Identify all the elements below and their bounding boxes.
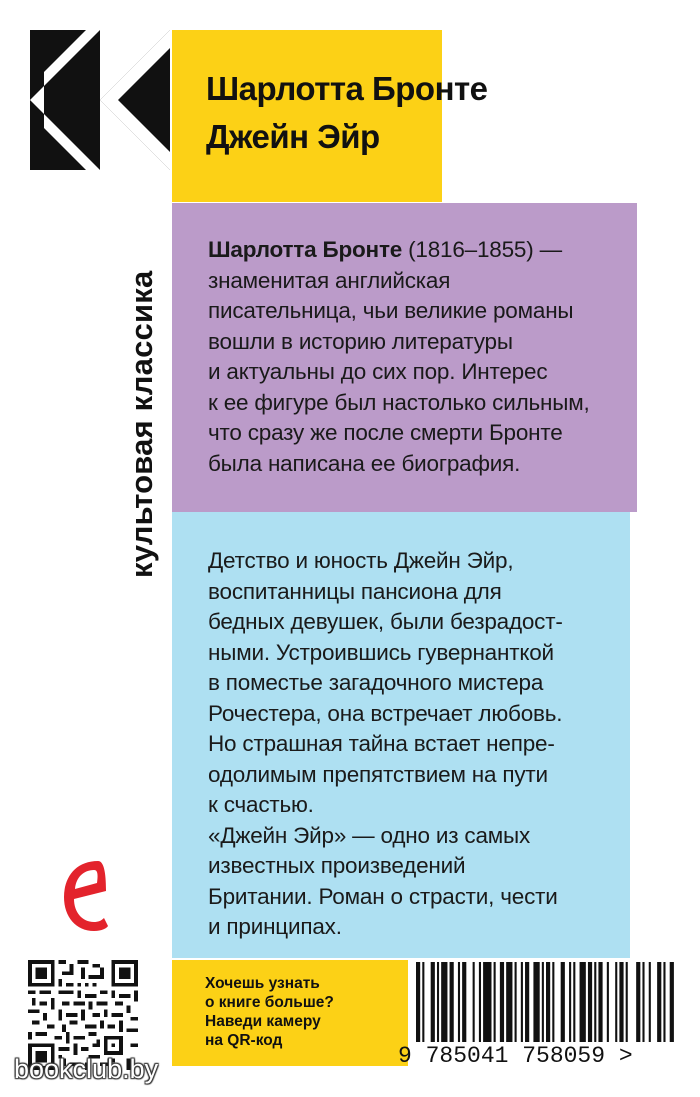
annotation-line: известных произведений [208,853,466,878]
annotation-text [208,546,563,943]
barcode-bar [552,962,554,1042]
barcode-bar [533,962,539,1042]
publisher-logo-icon [58,855,110,935]
barcode-bar [670,962,674,1042]
barcode-bar [642,962,644,1042]
annotation-line: Но страшная тайна встает непре- [208,731,555,756]
bio-line: что сразу же после смерти Бронте [208,420,563,445]
qr-prompt-block [172,960,408,1066]
barcode-bar [450,962,454,1042]
book-title: Джейн Эйр [206,118,380,155]
annotation-line: и принципах. [208,914,342,939]
annotation-line: одолимым препятствием на пути [208,761,548,787]
annotation-block [172,512,630,958]
bio-line: писательница, чьи великие романы [208,298,574,323]
annotation-line: воспитанницы пансиона для [208,578,502,604]
barcode-bar [431,962,435,1042]
barcode-bar [561,962,565,1042]
series-chevron-logo [30,30,170,170]
author-bio-text [208,235,590,479]
barcode-bar [500,962,504,1042]
qr-prompt-line: о книге больше? [205,994,334,1011]
barcode-bar [607,962,609,1042]
barcode-bar [615,962,617,1042]
bio-line-0 [208,235,590,266]
barcode-bar [473,962,475,1042]
barcode-bar [573,962,575,1042]
author-bio-block [172,203,637,512]
barcode-bar [636,962,640,1042]
barcode-bar [619,962,623,1042]
barcode-bar [515,962,517,1042]
author-name: Шарлотта Бронте [206,70,488,107]
barcode-bar [663,962,665,1042]
barcode-bar [588,962,592,1042]
bio-line: и актуальны до сих пор. Интерес [208,359,548,384]
barcode-bar [546,962,550,1042]
annotation-line: Детство и юность Джейн Эйр, [208,548,514,573]
watermark-text: bookclub.by [14,1054,159,1084]
barcode-bar [657,962,661,1042]
bio-line: была написана ее биография. [208,450,521,476]
annotation-line: бедных девушек, были безрадост- [208,609,563,634]
qr-prompt-line: на QR-код [205,1032,283,1049]
barcode-bar [626,962,628,1042]
barcode-bar [525,962,529,1042]
bio-line: вошли в историю литературы [208,328,513,354]
qr-prompt-line: Хочешь узнать [205,975,320,992]
annotation-line: в поместье загадочного мистера [208,670,544,695]
series-text: культовая классика [124,270,159,578]
barcode-bar [521,962,523,1042]
annotation-line: Рочестера, она встречает любовь. [208,700,563,726]
bio-author-name: Шарлотта Бронте [208,237,403,262]
qr-prompt-line: Наведи камеру [205,1013,321,1030]
barcode-bar [483,962,491,1042]
bio-line: к ее фигуре был настолько сильным, [208,389,590,415]
annotation-line: Британии. Роман о страсти, чести [208,883,558,909]
barcode-bar [479,962,481,1042]
barcode-bar [441,962,447,1042]
barcode-bar [437,962,439,1042]
barcode-bar [580,962,586,1042]
bio-line: знаменитая английская [208,267,451,293]
barcode-bar [598,962,602,1042]
barcode-bar [506,962,512,1042]
barcode-bar [542,962,544,1042]
bio-dates: (1816–1855) — [402,237,562,262]
barcode-bar [416,962,420,1042]
isbn-digits: 9 785041 758059 > [398,1043,633,1069]
title-block [172,30,488,202]
annotation-line: ными. Устроившись гувернанткой [208,639,554,665]
barcode-bar [422,962,424,1042]
annotation-line: к счастью. [208,792,314,817]
barcode-bar [594,962,596,1042]
barcode-bar [462,962,466,1042]
barcode-bar [569,962,571,1042]
barcode-bar [458,962,460,1042]
barcode-bar [494,962,496,1042]
barcode-bar [649,962,651,1042]
isbn-barcode [416,962,676,1042]
annotation-line: «Джейн Эйр» — одно из самых [208,822,531,848]
